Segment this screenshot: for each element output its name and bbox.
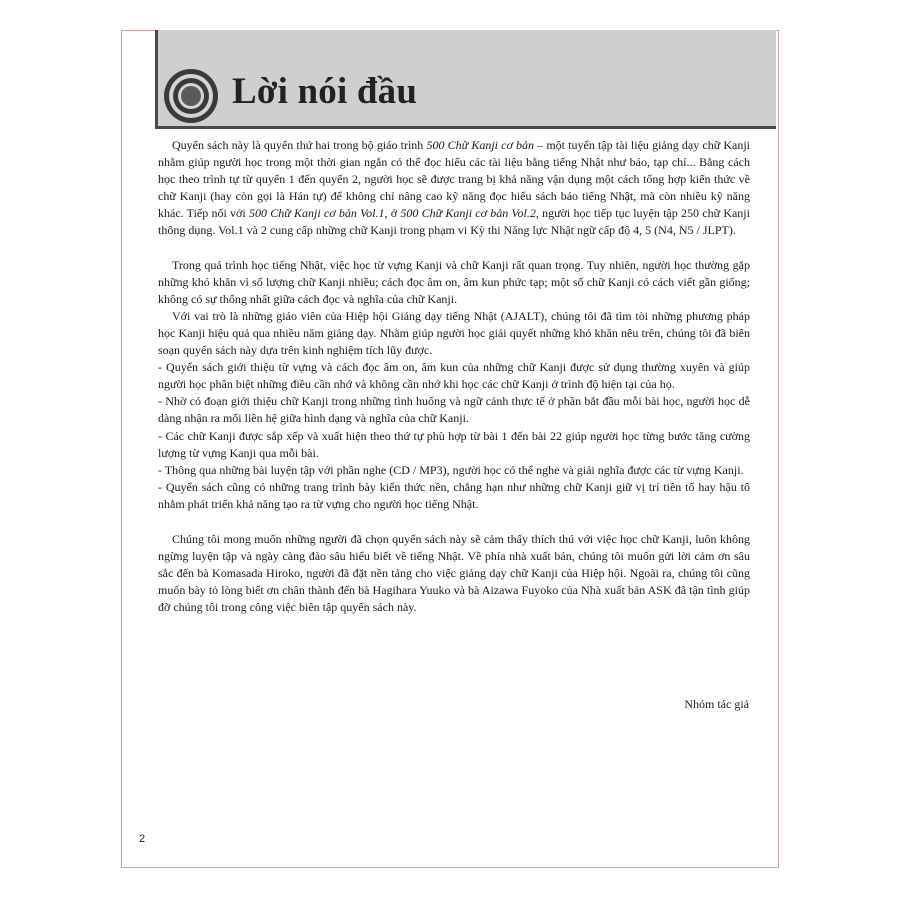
- paragraph-ajalt: Với vai trò là những giáo viên của Hiệp hội Giảng dạy tiếng Nhật (AJALT), chúng tôi đã tìm tòi những phương pháp học Kanji hiệu quả qua nhiều năm giảng dạy. Nhằm giúp người học giải quyết những khó khăn nêu trên, chúng tôi đã biên soạn quyển sách này dựa trên kinh nghiệm tích lũy được.: [158, 308, 750, 358]
- intro-text-3: , ở: [384, 206, 401, 221]
- body-text: [158, 137, 750, 616]
- book-title-vol1: 500 Chữ Kanji cơ bản Vol.1: [248, 206, 385, 221]
- book-title-italic: 500 Chữ Kanji cơ bản: [426, 138, 535, 152]
- paragraph-difficulties: Trong quá trình học tiếng Nhật, việc học từ vựng Kanji và chữ Kanji rất quan trọng. Tuy nhiên, người học thường gặp những khó khăn vì số lượng chữ Kanji nhiều; cách đọc âm on, âm kun phức tạp; một số chữ Kanji có cách viết gần giống; không có sự thống nhất giữa cách đọc và nghĩa của chữ Kanji.: [158, 257, 750, 306]
- bullet-item: - Nhờ có đoạn giới thiệu chữ Kanji trong những tình huống và ngữ cảnh thực tế ở phần bắt đầu mỗi bài học, người học dễ dàng nhận ra mối liên hệ giữa hình dạng và nghĩa của chữ Kanji.: [158, 394, 750, 426]
- bullet-item: - Thông qua những bài luyện tập với phần nghe (CD / MP3), người học có thể nghe và giải nghĩa được các từ vựng Kanji.: [158, 462, 744, 477]
- page-title: Lời nói đầu: [232, 71, 418, 112]
- paragraph-thanks: Chúng tôi mong muốn những người đã chọn quyển sách này sẽ cảm thấy thích thú với việc học chữ Kanji, luôn không ngừng luyện tập và ngày càng đào sâu hiểu biết về tiếng Nhật. Về phía nhà xuất bản, chúng tôi muốn gửi lời cảm ơn sâu sắc đến bà Komasada Hiroko, người đã đặt nền tảng cho việc giảng dạy chữ Kanji của Hiệp hội. Ngoài ra, chúng tôi cũng muốn bày tỏ lòng biết ơn chân thành đến bà Hagihara Yuuko và bà Aizawa Fuyoko của Nhà xuất bản ASK đã tận tình giúp đỡ chúng tôi trong công việc biên tập quyển sách này.: [158, 531, 750, 615]
- concentric-circles-icon: [162, 67, 220, 125]
- bullet-item: - Các chữ Kanji được sắp xếp và xuất hiện theo thứ tự phù hợp từ bài 1 đến bài 22 giúp người học từng bước tăng cường lượng từ vựng Kanji qua mỗi bài.: [158, 428, 750, 460]
- page-number: 2: [139, 833, 146, 845]
- bullet-item: - Quyển sách cũng có những trang trình bày kiến thức nền, chẳng hạn như những chữ Kanji giữ vị trí tiền tố hay hậu tố nhằm phát triển khả năng tạo ra từ vựng cho người học tiếng Nhật.: [158, 479, 750, 511]
- book-title-vol2: 500 Chữ Kanji cơ bản Vol.2: [400, 206, 536, 221]
- signature: Nhóm tác giả: [684, 697, 749, 711]
- bullet-item: - Quyển sách giới thiệu từ vựng và cách đọc âm on, âm kun của những chữ Kanji được sử dụng thường xuyên và giúp người học phân biệt những điều cần nhớ và không cần nhớ khi học các chữ Kanji ở trình độ hiện tại của họ.: [158, 360, 750, 392]
- intro-text-4: , người học tiếp tục luyện tập 250 chữ Kanji thông dụng. Vol.1 và 2 cung cấp những chữ Kanji trong phạm vi Kỳ thi Năng lực Nhật ngữ cấp độ 4, 5 (N4, N5 / JLPT).: [158, 206, 750, 238]
- intro-text-2: – một tuyển tập tài liệu giảng dạy chữ Kanji nhằm giúp người học trong một thời gian ngắn có thể đọc hiểu các tài liệu bằng tiếng Nhật như báo, tạp chí... Bằng cách học theo trình tự từ quyển 1 đến quyển 2, người học sẽ được trang bị khả năng vận dụng một cách tổng hợp kiến thức về chữ Kanji (hay còn gọi là Hán tự) để không chỉ nâng cao kỹ năng đọc hiểu sách báo tiếng Nhật, mà còn nhiều kỹ năng khác. Tiếp nối với: [158, 138, 751, 221]
- paragraph-intro: [158, 137, 750, 240]
- intro-text-1: Quyển sách này là quyển thứ hai trong bộ giáo trình: [172, 138, 427, 152]
